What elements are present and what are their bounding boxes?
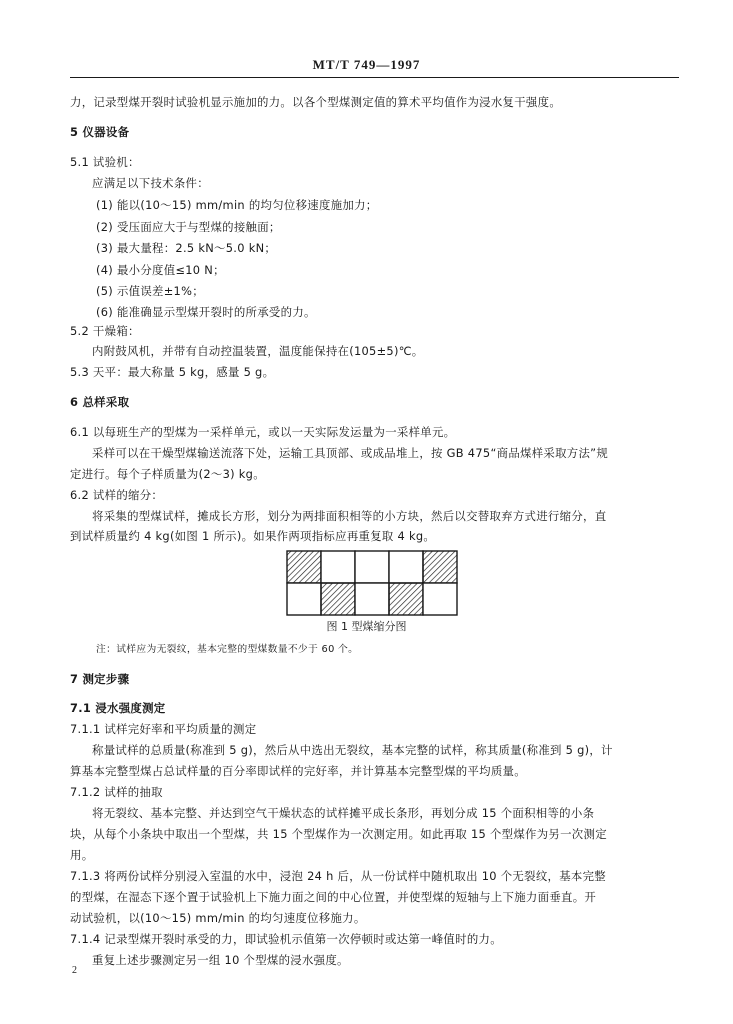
text-line: 7.1.3 将两份试样分别浸入室温的水中，浸泡 24 h 后，从一份试样中随机取出 10 个无裂纹，基本完整 <box>70 869 606 883</box>
text-line: 称量试样的总质量(称准到 5 g)，然后从中选出无裂纹，基本完整的试样，称其质量(称准到 5 g)，计 <box>92 743 613 757</box>
blank-cell <box>423 583 457 615</box>
blank-cell <box>355 551 389 583</box>
blank-cell <box>355 583 389 615</box>
list-item: (5) 示值误差±1%； <box>96 284 204 298</box>
text-line: 将无裂纹、基本完整、并达到空气干燥状态的试样摊平成长条形，再划分成 15 个面积相等的小条 <box>92 806 595 820</box>
clause-heading: 7.1.1 试样完好率和平均质量的测定 <box>70 722 257 736</box>
hatched-cell <box>321 583 355 615</box>
text-line: 应满足以下技术条件： <box>92 176 209 190</box>
list-item: (3) 最大量程：2.5 kN～5.0 kN； <box>96 241 277 255</box>
blank-cell <box>321 551 355 583</box>
section-heading: 5 仪器设备 <box>70 125 130 139</box>
page-number: 2 <box>72 965 77 976</box>
text-line: 将采集的型煤试样，摊成长方形，划分为两排面积相等的小方块，然后以交替取弃方式进行缩分，直 <box>92 509 607 523</box>
clause-heading: 5.1 试验机： <box>70 155 140 169</box>
blank-cell <box>287 583 321 615</box>
text-line: 力，记录型煤开裂时试验机显示施加的力。以各个型煤测定值的算术平均值作为浸水复干强度。 <box>70 95 562 109</box>
text-line: 到试样质量约 4 kg(如图 1 所示)。如果作两项指标应再重复取 4 kg。 <box>70 529 436 543</box>
text-line: 算基本完整型煤占总试样量的百分率即试样的完好率，并计算基本完整型煤的平均质量。 <box>70 764 526 778</box>
clause-heading: 5.2 干燥箱： <box>70 324 140 338</box>
text-line: 重复上述步骤测定另一组 10 个型煤的浸水强度。 <box>92 953 349 967</box>
text-line: 动试验机，以(10～15) mm/min 的均匀速度位移施力。 <box>70 911 366 925</box>
list-item: (6) 能准确显示型煤开裂时的所承受的力。 <box>96 305 316 319</box>
text-line: 采样可以在干燥型煤输送流落下处，运输工具顶部、或成品堆上，按 GB 475“商品煤样采取方法”规 <box>92 446 609 460</box>
clause-heading: 6.1 以每班生产的型煤为一采样单元，或以一天实际发运量为一采样单元。 <box>70 425 456 439</box>
section-heading: 6 总样采取 <box>70 395 130 409</box>
clause-heading: 6.2 试样的缩分： <box>70 488 164 502</box>
text-line: 内附鼓风机，并带有自动控温装置，温度能保持在(105±5)℃。 <box>92 344 424 358</box>
clause-heading: 5.3 天平：最大称量 5 kg，感量 5 g。 <box>70 365 275 379</box>
blank-cell <box>389 551 423 583</box>
hatched-cell <box>287 551 321 583</box>
hatched-cell <box>423 551 457 583</box>
text-line: 块，从每个小条块中取出一个型煤，共 15 个型煤作为一次测定用。如此再取 15 个型煤作为另一次测定 <box>70 827 607 841</box>
text-line: 定进行。每个子样质量为(2～3) kg。 <box>70 467 265 481</box>
list-item: (1) 能以(10～15) mm/min 的均匀位移速度施加力； <box>96 198 378 212</box>
section-heading: 7 测定步骤 <box>70 672 130 686</box>
text-line: 用。 <box>70 848 94 862</box>
figure-note: 注：试样应为无裂纹，基本完整的型煤数量不少于 60 个。 <box>96 644 359 655</box>
clause-heading: 7.1.4 记录型煤开裂时承受的力，即试验机示值第一次停顿时或达第一峰值时的力。 <box>70 932 502 946</box>
figure-caption: 图 1 型煤缩分图 <box>326 620 407 633</box>
standard-code: MT/T 749—1997 <box>312 57 421 72</box>
list-item: (2) 受压面应大于与型煤的接触面； <box>96 220 281 234</box>
header-rule <box>70 77 679 78</box>
clause-heading: 7.1 浸水强度测定 <box>70 701 166 715</box>
hatched-cell <box>389 583 423 615</box>
reduction-figure <box>286 550 460 617</box>
list-item: (4) 最小分度值≤10 N； <box>96 263 225 277</box>
text-line: 的型煤，在湿态下逐个置于试验机上下施力面之间的中心位置，并使型煤的短轴与上下施力面垂直。开 <box>70 890 597 904</box>
clause-heading: 7.1.2 试样的抽取 <box>70 785 163 799</box>
